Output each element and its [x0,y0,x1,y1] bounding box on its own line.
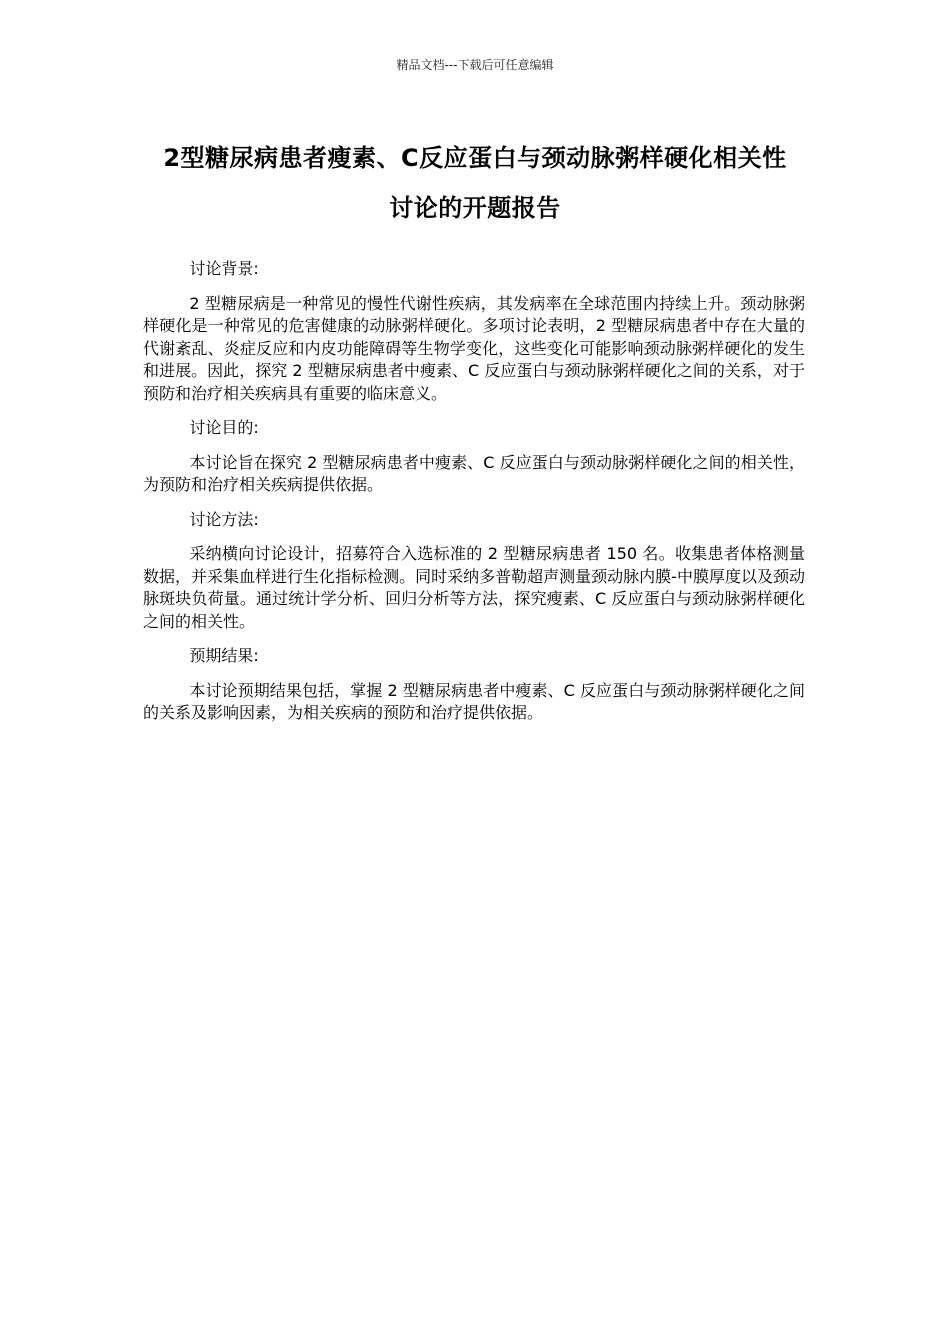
section-text-method: 采纳横向讨论设计，招募符合入选标准的 2 型糖尿病患者 150 名。收集患者体格测量数据，并采集血样进行生化指标检测。同时采纳多普勒超声测量颈动脉内膜-中膜厚度以及颈动脉斑块负荷量。通过统计学分析、回归分析等方法，探究瘦素、C 反应蛋白与颈动脉粥样硬化之间的相关性。 [143,544,805,631]
document-title [120,133,830,233]
title-line-1: 2型糖尿病患者瘦素、C反应蛋白与颈动脉粥样硬化相关性 [163,144,787,172]
section-text-background: 2 型糖尿病是一种常见的慢性代谢性疾病，其发病率在全球范围内持续上升。颈动脉粥样硬化是一种常见的危害健康的动脉粥样硬化。多项讨论表明，2 型糖尿病患者中存在大量的代谢紊乱、炎症反应和内皮功能障碍等生物学变化，这些变化可能影响颈动脉粥样硬化的发生和进展。因此，探究 2 型糖尿病患者中瘦素、C 反应蛋白与颈动脉粥样硬化之间的关系，对于预防和治疗相关疾病具有重要的临床意义。 [143,293,805,403]
section-heading-method: 讨论方法: [189,509,259,529]
section-text-purpose: 本讨论旨在探究 2 型糖尿病患者中瘦素、C 反应蛋白与颈动脉粥样硬化之间的相关性，为预防和治疗相关疾病提供依据。 [143,452,805,494]
section-heading-purpose: 讨论目的: [189,418,259,437]
title-line-2: 讨论的开题报告 [389,194,561,222]
document-body [143,258,805,737]
section-heading-expected-results: 预期结果: [189,646,259,665]
header-note: 精品文档---下载后可任意编辑 [396,58,554,72]
section-heading-background: 讨论背景: [189,259,259,278]
section-text-expected-results: 本讨论预期结果包括，掌握 2 型糖尿病患者中瘦素、C 反应蛋白与颈动脉粥样硬化之间的关系及影响因素，为相关疾病的预防和治疗提供依据。 [143,680,805,722]
